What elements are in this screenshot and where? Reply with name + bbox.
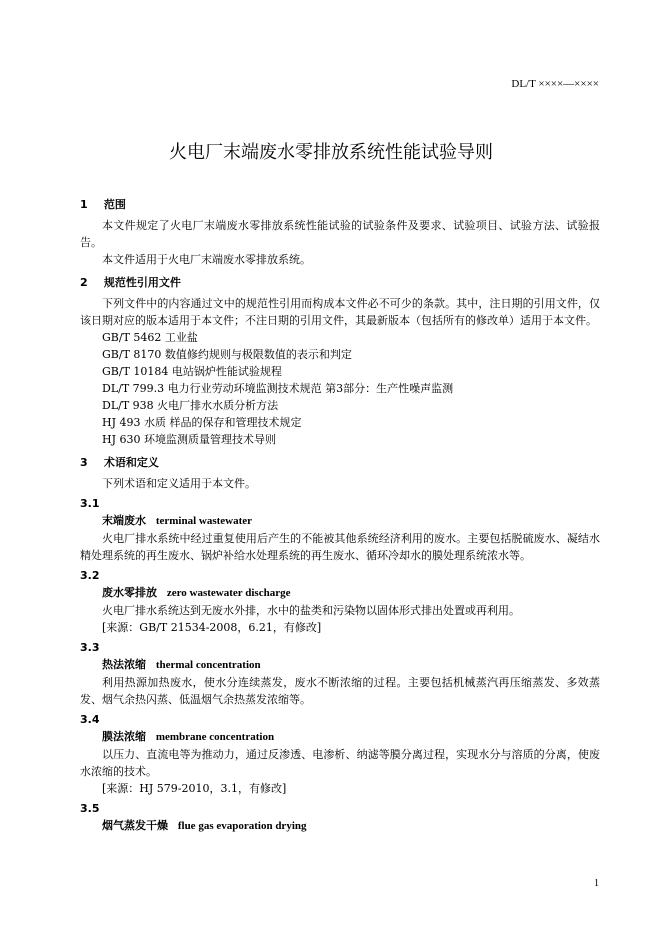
term-en: flue gas evaporation drying bbox=[177, 820, 307, 832]
section-3-heading bbox=[80, 454, 600, 471]
section-1-heading bbox=[80, 196, 600, 213]
section-number: 3 bbox=[80, 456, 88, 469]
section-title: 术语和定义 bbox=[103, 456, 159, 469]
term-en: membrane concentration bbox=[155, 731, 275, 743]
paragraph: 本文件适用于火电厂末端废水零排放系统。 bbox=[102, 253, 311, 266]
term-definition: 火电厂排水系统中经过重复使用后产生的不能被其他系统经济利用的废水。主要包括脱硫废水、凝结水精处理系统的再生废水、锅炉补给水处理系统的再生废水、循环冷却水的膜处理系统浓水等。 bbox=[80, 532, 600, 562]
document-body bbox=[80, 192, 600, 835]
paragraph: 下列文件中的内容通过文中的规范性引用而构成本文件必不可少的条款。其中，注日期的引用文件，仅该日期对应的版本适用于本文件；不注日期的引用文件，其最新版本（包括所有的修改单）适用于本文件。 bbox=[80, 297, 600, 327]
page-number: 1 bbox=[594, 878, 599, 889]
term-zh: 膜法浓缩 bbox=[102, 730, 146, 743]
reference-item: DL/T 938 火电厂排水水质分析方法 bbox=[102, 399, 279, 412]
section-number: 2 bbox=[80, 276, 88, 289]
document-title: 火电厂末端废水零排放系统性能试验导则 bbox=[169, 142, 493, 163]
term-en: thermal concentration bbox=[155, 659, 261, 671]
term-number: 3.4 bbox=[80, 713, 100, 726]
reference-item: GB/T 5462 工业盐 bbox=[102, 331, 198, 344]
term-definition: 火电厂排水系统达到无废水外排，水中的盐类和污染物以固体形式排出处置或再利用。 bbox=[102, 604, 520, 617]
section-title: 范围 bbox=[103, 198, 126, 211]
term-heading bbox=[80, 728, 600, 746]
term-source: [来源：GB/T 21534-2008，6.21，有修改] bbox=[102, 621, 322, 634]
document-code: DL/T ××××—×××× bbox=[511, 78, 599, 90]
term-number: 3.2 bbox=[80, 569, 100, 582]
term-definition: 利用热源加热废水，使水分连续蒸发，废水不断浓缩的过程。主要包括机械蒸汽再压缩蒸发、多效蒸发、烟气余热闪蒸、低温烟气余热蒸发浓缩等。 bbox=[80, 676, 600, 706]
term-zh: 废水零排放 bbox=[102, 586, 157, 599]
reference-item: GB/T 8170 数值修约规则与极限数值的表示和判定 bbox=[102, 348, 352, 361]
term-heading bbox=[80, 656, 600, 674]
term-zh: 烟气蒸发干燥 bbox=[102, 819, 168, 832]
paragraph: 下列术语和定义适用于本文件。 bbox=[102, 477, 256, 490]
section-number: 1 bbox=[80, 198, 88, 211]
term-en: terminal wastewater bbox=[155, 515, 253, 527]
term-heading bbox=[80, 584, 600, 602]
term-number: 3.5 bbox=[80, 802, 100, 815]
term-heading bbox=[80, 512, 600, 530]
reference-item: DL/T 799.3 电力行业劳动环境监测技术规范 第3部分：生产性噪声监测 bbox=[102, 382, 454, 395]
section-2-heading bbox=[80, 274, 600, 291]
reference-item: HJ 493 水质 样品的保存和管理技术规定 bbox=[102, 416, 302, 429]
term-number: 3.1 bbox=[80, 497, 100, 510]
term-heading bbox=[80, 817, 600, 835]
term-zh: 热法浓缩 bbox=[102, 658, 146, 671]
term-number: 3.3 bbox=[80, 641, 100, 654]
paragraph: 本文件规定了火电厂末端废水零排放系统性能试验的试验条件及要求、试验项目、试验方法、试验报告。 bbox=[80, 219, 600, 249]
reference-item: GB/T 10184 电站锅炉性能试验规程 bbox=[102, 365, 282, 378]
section-title: 规范性引用文件 bbox=[103, 276, 181, 289]
term-source: [来源：HJ 579-2010，3.1，有修改] bbox=[102, 782, 287, 795]
term-definition: 以压力、直流电等为推动力，通过反渗透、电渗析、纳滤等膜分离过程，实现水分与溶质的分离，使废水浓缩的技术。 bbox=[80, 748, 600, 778]
reference-item: HJ 630 环境监测质量管理技术导则 bbox=[102, 433, 276, 446]
term-en: zero wastewater discharge bbox=[166, 587, 291, 599]
term-zh: 末端废水 bbox=[102, 514, 146, 527]
